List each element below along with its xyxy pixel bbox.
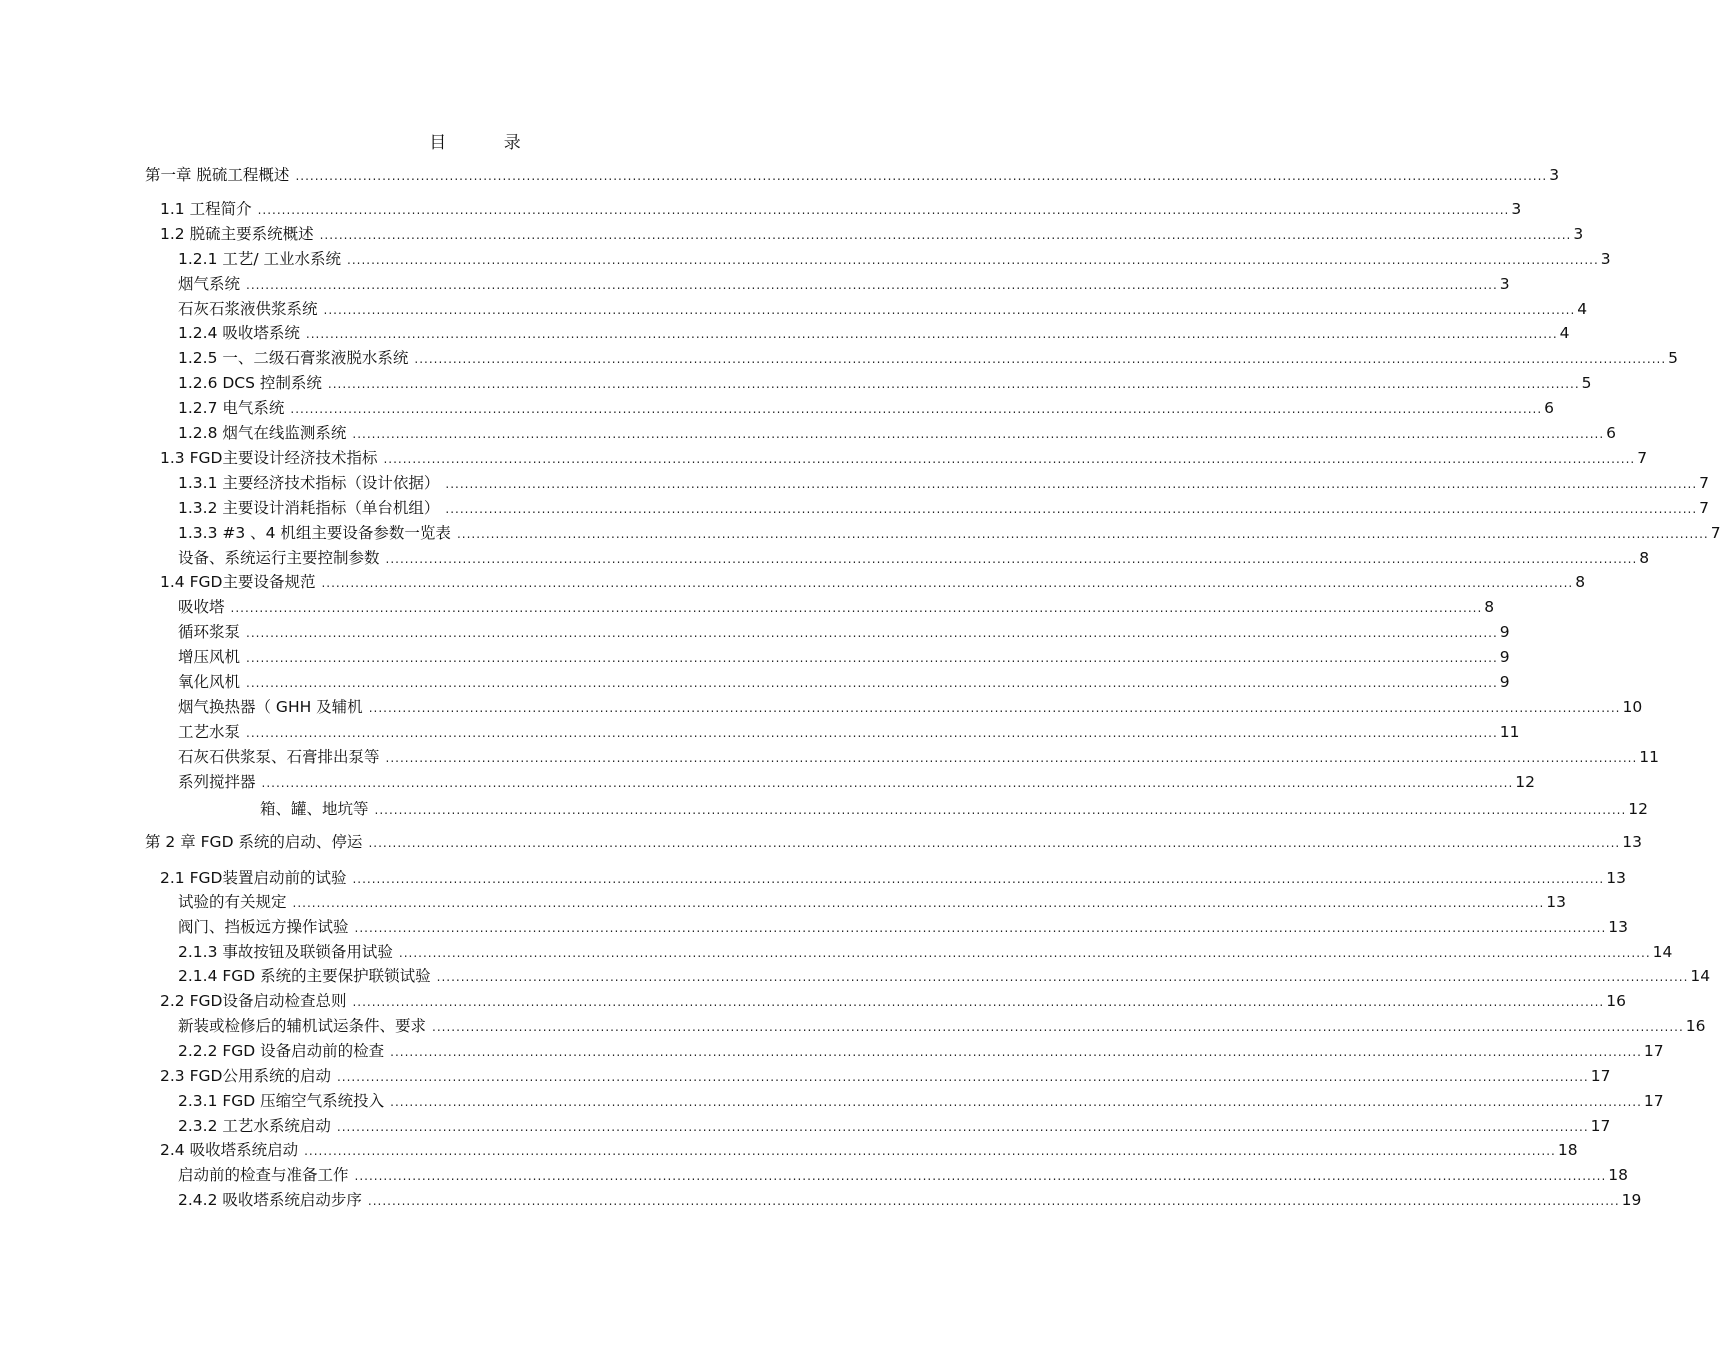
toc-entry[interactable] bbox=[178, 697, 1643, 717]
toc-leader-dots: .................................................................................................................................................................................................................................................................... bbox=[354, 921, 1607, 935]
toc-entry-page: 3 bbox=[1600, 250, 1611, 268]
toc-leader-dots: .................................................................................................................................................................................................................................................................... bbox=[295, 169, 1548, 183]
toc-entry-page: 5 bbox=[1668, 349, 1679, 367]
toc-entry-label: 1.2.6 DCS 控制系统 bbox=[178, 374, 322, 392]
toc-entry-label: 1.2.8 烟气在线监测系统 bbox=[178, 424, 347, 442]
toc-entry-label: 箱、罐、地坑等 bbox=[260, 800, 369, 818]
toc-entry-label: 1.2 脱硫主要系统概述 bbox=[160, 225, 314, 243]
toc-entry-page: 3 bbox=[1511, 200, 1522, 218]
toc-entry[interactable] bbox=[160, 868, 1626, 888]
toc-leader-dots: .................................................................................................................................................................................................................................................................... bbox=[246, 676, 1498, 690]
toc-leader-dots: .................................................................................................................................................................................................................................................................... bbox=[390, 1045, 1642, 1059]
toc-entry[interactable] bbox=[178, 423, 1617, 443]
toc-leader-dots: .................................................................................................................................................................................................................................................................... bbox=[321, 576, 1574, 590]
toc-leader-dots: .................................................................................................................................................................................................................................................................... bbox=[368, 836, 1621, 850]
toc-entry[interactable] bbox=[178, 398, 1555, 418]
toc-entry-page: 8 bbox=[1639, 549, 1650, 567]
toc-entry-page: 14 bbox=[1690, 967, 1711, 985]
toc-entry[interactable] bbox=[178, 966, 1711, 986]
toc-entry-page: 13 bbox=[1608, 918, 1629, 936]
toc-entry-page: 9 bbox=[1499, 648, 1510, 666]
toc-entry-label: 1.2.1 工艺/ 工业水系统 bbox=[178, 250, 342, 268]
toc-entry[interactable] bbox=[178, 1165, 1629, 1185]
toc-entry[interactable] bbox=[178, 942, 1673, 962]
toc-leader-dots: .................................................................................................................................................................................................................................................................... bbox=[323, 303, 1576, 317]
toc-entry-label: 1.3 FGD主要设计经济技术指标 bbox=[160, 449, 378, 467]
toc-entry[interactable] bbox=[160, 1140, 1578, 1160]
toc-entry-page: 7 bbox=[1699, 499, 1710, 517]
toc-entry-label: 2.4 吸收塔系统启动 bbox=[160, 1141, 299, 1159]
toc-leader-dots: .................................................................................................................................................................................................................................................................... bbox=[445, 502, 1698, 516]
toc-entry[interactable] bbox=[178, 1116, 1611, 1136]
toc-leader-dots: .................................................................................................................................................................................................................................................................... bbox=[436, 970, 1689, 984]
toc-leader-dots: .................................................................................................................................................................................................................................................................... bbox=[246, 651, 1498, 665]
toc-entry-label: 设备、系统运行主要控制参数 bbox=[178, 549, 380, 567]
toc-entry-label: 石灰石浆液供浆系统 bbox=[178, 300, 318, 318]
toc-leader-dots: .................................................................................................................................................................................................................................................................... bbox=[383, 452, 1636, 466]
toc-leader-dots: .................................................................................................................................................................................................................................................................... bbox=[352, 872, 1605, 886]
toc-entry-page: 17 bbox=[1643, 1092, 1664, 1110]
toc-leader-dots: .................................................................................................................................................................................................................................................................... bbox=[336, 1070, 1589, 1084]
toc-entry-page: 7 bbox=[1699, 474, 1710, 492]
toc-entry-page: 7 bbox=[1710, 524, 1721, 542]
toc-leader-dots: .................................................................................................................................................................................................................................................................... bbox=[445, 477, 1698, 491]
toc-entry-page: 13 bbox=[1622, 833, 1642, 851]
toc-leader-dots: .................................................................................................................................................................................................................................................................... bbox=[385, 552, 1638, 566]
toc-leader-dots: .................................................................................................................................................................................................................................................................... bbox=[230, 601, 1483, 615]
toc-entry[interactable] bbox=[160, 199, 1522, 219]
toc-entry-page: 13 bbox=[1546, 893, 1567, 911]
toc-entry[interactable] bbox=[160, 1066, 1611, 1086]
toc-entry-page: 4 bbox=[1577, 300, 1588, 318]
toc-leader-dots: .................................................................................................................................................................................................................................................................... bbox=[368, 701, 1621, 715]
toc-entry[interactable] bbox=[178, 672, 1510, 692]
toc-entry-page: 12 bbox=[1628, 800, 1649, 818]
toc-entry-page: 9 bbox=[1499, 623, 1510, 641]
toc-entry-label: 吸收塔 bbox=[178, 598, 225, 616]
toc-leader-dots: .................................................................................................................................................................................................................................................................... bbox=[292, 896, 1545, 910]
toc-leader-dots: .................................................................................................................................................................................................................................................................... bbox=[398, 946, 1651, 960]
toc-entry[interactable] bbox=[178, 747, 1660, 767]
toc-leader-dots: .................................................................................................................................................................................................................................................................... bbox=[367, 1194, 1620, 1208]
toc-entry-label: 2.1 FGD装置启动前的试验 bbox=[160, 869, 347, 887]
toc-entry[interactable] bbox=[178, 249, 1611, 269]
toc-entry[interactable] bbox=[178, 1016, 1706, 1036]
toc-leader-dots: .................................................................................................................................................................................................................................................................... bbox=[385, 751, 1638, 765]
toc-entry-page: 17 bbox=[1643, 1042, 1664, 1060]
toc-entry[interactable] bbox=[178, 647, 1510, 667]
toc-entry-page: 7 bbox=[1637, 449, 1648, 467]
toc-entry-label: 1.2.4 吸收塔系统 bbox=[178, 324, 300, 342]
toc-entry-label: 1.3.3 #3 、4 机组主要设备参数一览表 bbox=[178, 524, 451, 542]
toc-entry-label: 烟气换热器（ GHH 及辅机 bbox=[178, 698, 363, 716]
toc-entry[interactable] bbox=[160, 991, 1626, 1011]
toc-entry[interactable] bbox=[160, 572, 1586, 592]
toc-leader-dots: .................................................................................................................................................................................................................................................................... bbox=[352, 427, 1605, 441]
toc-entry-page: 16 bbox=[1685, 1017, 1706, 1035]
toc-entry-label: 阀门、挡板远方操作试验 bbox=[178, 918, 349, 936]
toc-entry-page: 19 bbox=[1621, 1191, 1642, 1209]
toc-entry-page: 8 bbox=[1575, 573, 1586, 591]
toc-entry-page: 11 bbox=[1499, 723, 1520, 741]
toc-entry-label: 1.3.2 主要设计消耗指标（单台机组） bbox=[178, 499, 440, 517]
toc-entry-page: 17 bbox=[1590, 1117, 1611, 1135]
toc-entry-page: 6 bbox=[1544, 399, 1555, 417]
toc-entry-page: 16 bbox=[1606, 992, 1626, 1010]
toc-entry-page: 6 bbox=[1606, 424, 1617, 442]
toc-entry-label: 1.3.1 主要经济技术指标（设计依据） bbox=[178, 474, 440, 492]
toc-leader-dots: .................................................................................................................................................................................................................................................................... bbox=[390, 1095, 1642, 1109]
toc-entry-label: 烟气系统 bbox=[178, 275, 241, 293]
toc-entry[interactable] bbox=[178, 523, 1721, 543]
toc-leader-dots: .................................................................................................................................................................................................................................................................... bbox=[305, 327, 1558, 341]
toc-entry[interactable] bbox=[178, 323, 1570, 343]
toc-entry[interactable] bbox=[178, 1041, 1664, 1061]
toc-entry-label: 2.2.2 FGD 设备启动前的检查 bbox=[178, 1042, 385, 1060]
toc-entry-label: 2.3 FGD公用系统的启动 bbox=[160, 1067, 331, 1085]
toc-entry-page: 11 bbox=[1639, 748, 1660, 766]
toc-leader-dots: .................................................................................................................................................................................................................................................................... bbox=[354, 1169, 1607, 1183]
toc-entry[interactable] bbox=[178, 498, 1710, 518]
toc-leader-dots: .................................................................................................................................................................................................................................................................... bbox=[304, 1144, 1556, 1158]
toc-entry-page: 9 bbox=[1499, 673, 1510, 691]
toc-entry-page: 14 bbox=[1652, 943, 1673, 961]
toc-entry[interactable] bbox=[178, 722, 1520, 742]
page-title: 目 录 bbox=[429, 133, 547, 153]
toc-entry[interactable] bbox=[178, 1091, 1664, 1111]
toc-leader-dots: .................................................................................................................................................................................................................................................................... bbox=[432, 1020, 1684, 1034]
toc-entry[interactable] bbox=[145, 832, 1642, 852]
toc-entry-label: 2.1.3 事故按钮及联锁备用试验 bbox=[178, 943, 393, 961]
toc-entry[interactable] bbox=[178, 473, 1710, 493]
toc-entry-page: 5 bbox=[1581, 374, 1592, 392]
toc-entry-label: 石灰石供浆泵、石膏排出泵等 bbox=[178, 748, 380, 766]
toc-entry[interactable] bbox=[178, 917, 1629, 937]
toc-entry[interactable] bbox=[178, 548, 1650, 568]
toc-leader-dots: .................................................................................................................................................................................................................................................................... bbox=[327, 377, 1580, 391]
toc-entry[interactable] bbox=[178, 274, 1510, 294]
toc-leader-dots: .................................................................................................................................................................................................................................................................... bbox=[290, 402, 1543, 416]
toc-entry-label: 启动前的检查与准备工作 bbox=[178, 1166, 349, 1184]
toc-entry-page: 18 bbox=[1608, 1166, 1629, 1184]
toc-entry-page: 12 bbox=[1515, 773, 1536, 791]
toc-entry-page: 13 bbox=[1606, 869, 1626, 887]
toc-entry[interactable] bbox=[178, 299, 1588, 319]
toc-entry-page: 4 bbox=[1559, 324, 1570, 342]
toc-entry[interactable] bbox=[160, 448, 1648, 468]
toc-leader-dots: .................................................................................................................................................................................................................................................................... bbox=[319, 228, 1572, 242]
toc-leader-dots: .................................................................................................................................................................................................................................................................... bbox=[347, 253, 1599, 267]
toc-entry[interactable] bbox=[160, 224, 1584, 244]
toc-entry-label: 2.4.2 吸收塔系统启动步序 bbox=[178, 1191, 362, 1209]
toc-entry-label: 1.4 FGD主要设备规范 bbox=[160, 573, 316, 591]
toc-entry[interactable] bbox=[178, 373, 1592, 393]
toc-entry-page: 3 bbox=[1573, 225, 1584, 243]
toc-entry-label: 2.3.2 工艺水系统启动 bbox=[178, 1117, 331, 1135]
toc-entry[interactable] bbox=[145, 165, 1560, 185]
toc-entry-label: 循环浆泵 bbox=[178, 623, 241, 641]
toc-entry-label: 2.3.1 FGD 压缩空气系统投入 bbox=[178, 1092, 385, 1110]
toc-leader-dots: .................................................................................................................................................................................................................................................................... bbox=[246, 278, 1498, 292]
toc-entry-label: 增压风机 bbox=[178, 648, 241, 666]
toc-entry[interactable] bbox=[178, 622, 1510, 642]
toc-entry[interactable] bbox=[178, 772, 1536, 792]
toc-entry-page: 10 bbox=[1622, 698, 1643, 716]
toc-entry-label: 系列搅拌器 bbox=[178, 773, 256, 791]
toc-leader-dots: .................................................................................................................................................................................................................................................................... bbox=[456, 527, 1709, 541]
toc-entry-label: 氧化风机 bbox=[178, 673, 241, 691]
toc-leader-dots: .................................................................................................................................................................................................................................................................... bbox=[261, 776, 1514, 790]
toc-entry-page: 3 bbox=[1499, 275, 1510, 293]
toc-entry-label: 2.2 FGD设备启动检查总则 bbox=[160, 992, 347, 1010]
toc-entry-label: 1.1 工程简介 bbox=[160, 200, 252, 218]
toc-entry-label: 第一章 脱硫工程概述 bbox=[145, 166, 290, 184]
toc-entry-label: 1.2.5 一、二级石膏浆液脱水系统 bbox=[178, 349, 409, 367]
toc-leader-dots: .................................................................................................................................................................................................................................................................... bbox=[336, 1120, 1589, 1134]
toc-leader-dots: .................................................................................................................................................................................................................................................................... bbox=[374, 803, 1627, 817]
toc-entry[interactable] bbox=[178, 892, 1567, 912]
toc-leader-dots: .................................................................................................................................................................................................................................................................... bbox=[246, 626, 1498, 640]
toc-entry-page: 18 bbox=[1557, 1141, 1578, 1159]
toc-entry-page: 17 bbox=[1590, 1067, 1611, 1085]
toc-entry[interactable] bbox=[178, 348, 1679, 368]
toc-entry-page: 3 bbox=[1549, 166, 1560, 184]
toc-entry[interactable] bbox=[178, 1190, 1642, 1210]
toc-entry-label: 工艺水泵 bbox=[178, 723, 241, 741]
toc-entry-label: 新装或检修后的辅机试运条件、要求 bbox=[178, 1017, 427, 1035]
toc-leader-dots: .................................................................................................................................................................................................................................................................... bbox=[414, 352, 1667, 366]
toc-entry-label: 试验的有关规定 bbox=[178, 893, 287, 911]
toc-leader-dots: .................................................................................................................................................................................................................................................................... bbox=[257, 203, 1510, 217]
toc-entry[interactable] bbox=[178, 597, 1495, 617]
toc-entry-label: 第 2 章 FGD 系统的启动、停运 bbox=[145, 833, 363, 851]
toc-leader-dots: .................................................................................................................................................................................................................................................................... bbox=[352, 995, 1605, 1009]
toc-entry-page: 8 bbox=[1484, 598, 1495, 616]
toc-entry-label: 2.1.4 FGD 系统的主要保护联锁试验 bbox=[178, 967, 431, 985]
toc-entry[interactable] bbox=[260, 799, 1649, 819]
toc-leader-dots: .................................................................................................................................................................................................................................................................... bbox=[246, 726, 1498, 740]
toc-entry-label: 1.2.7 电气系统 bbox=[178, 399, 285, 417]
